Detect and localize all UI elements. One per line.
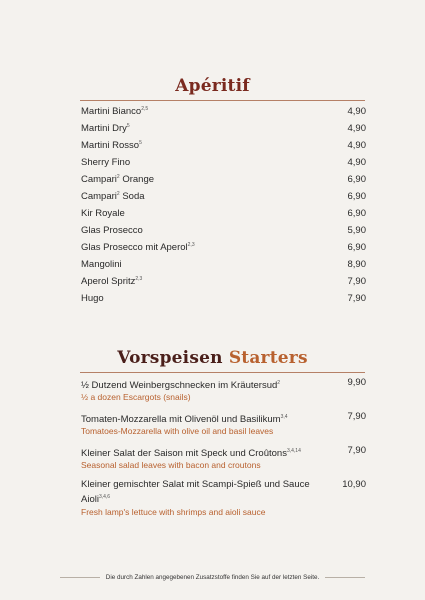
list-item: [81, 445, 366, 470]
additive-note: 2: [116, 190, 120, 197]
list-item: [81, 171, 366, 188]
item-name: Hugo: [81, 293, 104, 305]
item-name: Mangolini: [81, 259, 122, 271]
item-translation: Seasonal salad leaves with bacon and croutons: [81, 460, 261, 471]
list-item: [81, 103, 366, 120]
list-item: [81, 222, 366, 239]
item-price: 4,90: [347, 106, 366, 117]
additive-note: 3,4: [280, 414, 288, 421]
list-item: [81, 273, 366, 290]
list-item: [81, 154, 366, 171]
item-name: Glas Prosecco mit Aperol: [81, 242, 188, 254]
footer: [60, 574, 365, 581]
divider: [80, 372, 365, 373]
item-price: 4,90: [347, 140, 366, 151]
item-name: Campari: [81, 191, 117, 203]
additive-note: 2: [277, 380, 281, 386]
footer-divider-left: [60, 577, 100, 578]
item-price: 4,90: [347, 157, 366, 168]
item-price: 6,90: [347, 208, 366, 219]
list-item: [81, 377, 366, 402]
list-item: [81, 411, 366, 436]
item-name: Kleiner Salat der Saison mit Speck und Croûtons: [81, 448, 287, 460]
list-item: [81, 137, 366, 154]
item-price: 6,90: [347, 242, 366, 253]
section-title-en: Starters: [228, 348, 308, 368]
item-name: Kleiner gemischter Salat mit Scampi-Spieß und Sauce Aioli: [81, 479, 310, 506]
item-name: Sherry Fino: [81, 157, 131, 169]
additive-note: 2,5: [141, 105, 149, 112]
item-price: 5,90: [347, 225, 366, 236]
item-price: 7,90: [347, 293, 366, 304]
list-item: [81, 256, 366, 273]
item-name: Martini Bianco: [81, 106, 142, 118]
item-translation: Fresh lamp's lettuce with shrimps and aioli sauce: [81, 506, 266, 517]
starters-list: [81, 377, 366, 526]
item-name: Martini Rosso: [81, 140, 140, 152]
list-item: [81, 290, 366, 307]
item-price: 6,90: [347, 174, 366, 185]
item-name: Aperol Spritz: [81, 276, 136, 288]
list-item: [81, 120, 366, 137]
list-item: [81, 239, 366, 256]
footer-note: Die durch Zahlen angegebenen Zusatzstoffe finden Sie auf der letzten Seite.: [105, 574, 320, 581]
item-name: Martini Dry: [81, 123, 127, 135]
item-name: Kir Royale: [81, 208, 125, 220]
list-item: [81, 188, 366, 205]
item-name: ½ Dutzend Weinbergschnecken im Kräutersud: [81, 380, 278, 392]
item-name-suffix: Orange: [119, 174, 155, 186]
section-title-de: Vorspeisen: [117, 348, 223, 368]
additive-note: 5: [139, 139, 142, 146]
item-price: 9,90: [347, 377, 366, 388]
footer-divider-right: [325, 577, 365, 578]
item-price: 6,90: [347, 191, 366, 202]
item-name-suffix: Soda: [119, 191, 145, 203]
item-translation: ½ a dozen Escargots (snails): [81, 392, 191, 403]
item-price: 10,90: [342, 479, 366, 491]
aperitif-list: [81, 103, 366, 307]
item-price: 4,90: [347, 123, 366, 134]
section-title-starters: [0, 348, 425, 368]
item-price: 7,90: [347, 276, 366, 287]
additive-note: 2: [116, 173, 120, 180]
item-price: 7,90: [347, 411, 366, 423]
additive-note: 5: [126, 122, 130, 129]
additive-note: 2,3: [187, 241, 195, 248]
list-item: [81, 479, 366, 516]
additive-note: 3,4,6: [98, 494, 111, 501]
item-price: 8,90: [347, 259, 366, 270]
divider: [80, 100, 365, 101]
list-item: [81, 205, 366, 222]
item-price: 7,90: [347, 445, 366, 457]
item-name: Tomaten-Mozzarella mit Olivenöl und Basilikum: [81, 414, 281, 426]
additive-note: 3,4,14: [286, 448, 301, 455]
item-translation: Tomatoes-Mozzarella with olive oil and basil leaves: [81, 426, 274, 437]
additive-note: 2,3: [135, 275, 143, 282]
item-name: Campari: [81, 174, 117, 186]
item-name: Glas Prosecco: [81, 225, 143, 237]
section-title-aperitif: Apéritif: [175, 76, 250, 96]
